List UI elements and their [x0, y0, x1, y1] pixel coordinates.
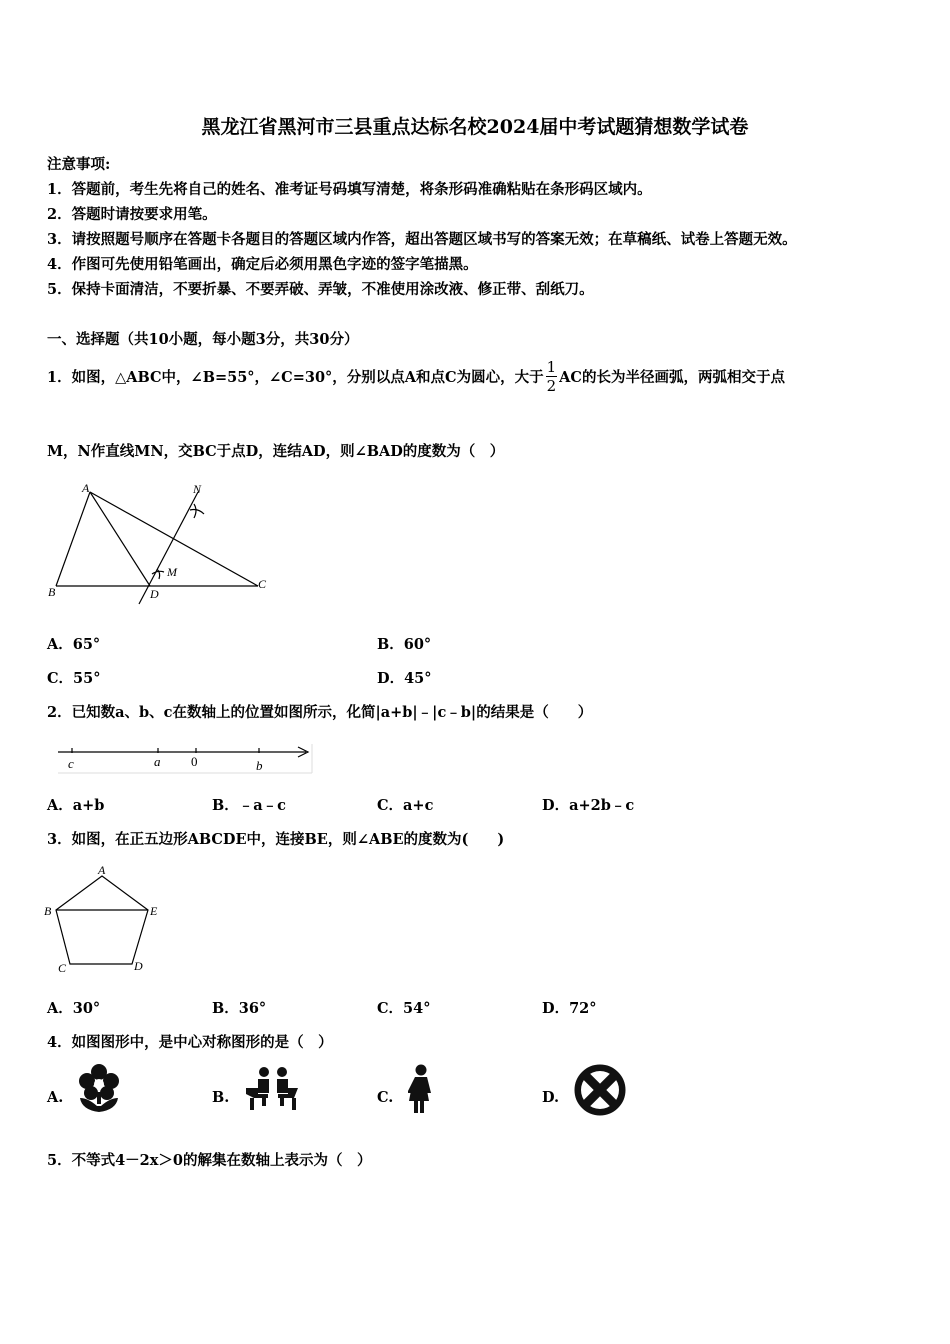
- question-1-line-1: [47, 352, 785, 400]
- option-c[interactable]: C.: [377, 1089, 394, 1106]
- arc-N: [190, 510, 204, 515]
- option-b[interactable]: B．60°: [377, 636, 432, 653]
- label-a: a: [154, 754, 161, 769]
- option-d[interactable]: D．a+2b﹣c: [542, 797, 635, 814]
- label-A: A: [98, 863, 106, 877]
- question-5-text: 5．不等式4－2x＞0的解集在数轴上表示为（ ）: [47, 1152, 372, 1169]
- question-4-text: 4．如图图形中，是中心对称图形的是（ ）: [47, 1034, 333, 1051]
- arc-N-2: [194, 504, 196, 518]
- label-N: N: [193, 482, 202, 496]
- page-title: 黑龙江省黑河市三县重点达标名校2024届中考试题猜想数学试卷: [201, 116, 749, 138]
- option-a[interactable]: A.: [47, 1089, 64, 1106]
- notes-item: 2．答题时请按要求用笔。: [47, 206, 217, 223]
- label-C: C: [258, 577, 267, 591]
- option-c[interactable]: C．a+c: [377, 797, 434, 814]
- arc-M: [152, 571, 164, 574]
- fraction-denominator: 2: [546, 376, 557, 395]
- question-1-line-2: M，N作直线MN，交BC于点D，连结AD，则∠BAD的度数为（ ）: [47, 443, 505, 460]
- option-b[interactable]: B.: [212, 1089, 230, 1106]
- option-b[interactable]: B．36°: [212, 1000, 267, 1017]
- label-A: A: [82, 481, 90, 495]
- option-c[interactable]: C．55°: [47, 670, 101, 687]
- pentagon-figure: [42, 862, 166, 977]
- label-c: c: [68, 756, 74, 771]
- fraction-one-half: [546, 358, 558, 395]
- option-a[interactable]: A．a+b: [47, 797, 105, 814]
- option-a[interactable]: A．65°: [47, 636, 101, 653]
- triangle-figure: [44, 478, 274, 608]
- label-E: E: [150, 904, 158, 918]
- label-B: B: [44, 904, 52, 918]
- label-D: D: [150, 587, 159, 601]
- fraction-numerator: 1: [546, 357, 557, 376]
- side-AB: [56, 492, 90, 586]
- flower-icon: [76, 1064, 122, 1114]
- option-d[interactable]: D．72°: [542, 1000, 597, 1017]
- question-1-text-a: 1．如图，△ABC中，∠B=55°，∠C=30°，分别以点A和点C为圆心，大于: [47, 368, 544, 386]
- label-b: b: [256, 758, 263, 773]
- question-1-text-b: AC的长为半径画弧，两弧相交于点: [559, 368, 785, 386]
- label-C: C: [58, 961, 67, 975]
- notes-heading: 注意事项:: [47, 156, 111, 173]
- arc-M-2: [157, 569, 160, 579]
- label-B: B: [48, 585, 56, 599]
- section-heading: 一、选择题（共10小题，每小题3分，共30分）: [47, 331, 359, 348]
- option-a[interactable]: A．30°: [47, 1000, 101, 1017]
- label-zero: 0: [191, 754, 198, 769]
- question-2-text: 2．已知数a、b、c在数轴上的位置如图所示，化简|a+b|﹣|c﹣b|的结果是（ ）: [47, 704, 593, 721]
- pentagon-ABCDE: [56, 876, 148, 964]
- notes-item: 4．作图可先使用铅笔画出，确定后必须用黑色字迹的签字笔描黑。: [47, 256, 478, 273]
- segment-AD: [90, 492, 150, 586]
- option-b[interactable]: B．﹣a﹣c: [212, 797, 286, 814]
- two-people-bench-icon: [244, 1066, 300, 1112]
- notes-item: 1．答题前，考生先将自己的姓名、准考证号码填写清楚，将条形码准确粘贴在条形码区域内。: [47, 181, 652, 198]
- option-d[interactable]: D．45°: [377, 670, 432, 687]
- question-3-text: 3．如图，在正五边形ABCDE中，连接BE，则∠ABE的度数为( ): [47, 831, 505, 848]
- notes-item: 3．请按照题号顺序在答题卡各题目的答题区域内作答，超出答题区域书写的答案无效；在草稿纸、试卷上答题无效。: [47, 231, 797, 248]
- option-d[interactable]: D.: [542, 1089, 560, 1106]
- option-c[interactable]: C．54°: [377, 1000, 431, 1017]
- label-M: M: [167, 565, 177, 579]
- person-icon: [408, 1064, 434, 1114]
- circle-x-icon: [574, 1064, 626, 1116]
- notes-item: 5．保持卡面清洁，不要折暴、不要弄破、弄皱，不准使用涂改液、修正带、刮纸刀。: [47, 281, 594, 298]
- number-line-figure: [54, 740, 316, 776]
- label-D: D: [134, 959, 143, 973]
